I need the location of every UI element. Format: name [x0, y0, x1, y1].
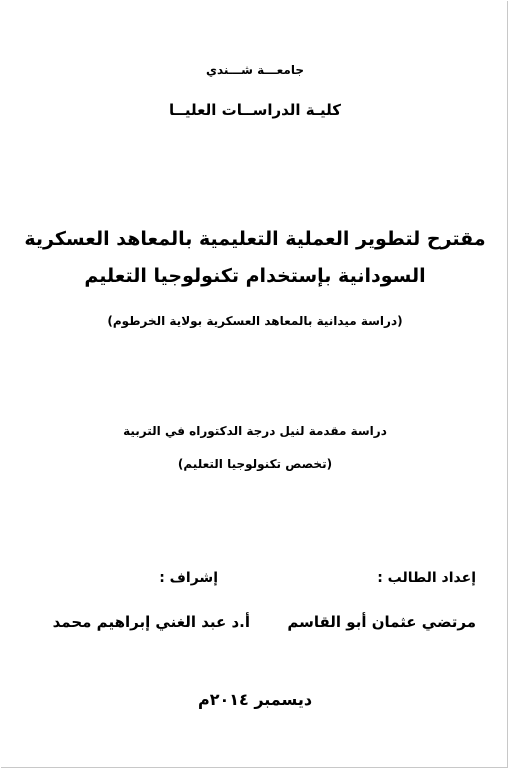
thesis-title-line-2: السودانية بإستخدام تكنولوجيا التعليم [84, 265, 426, 287]
university-name: جامعـــة شـــندي [205, 63, 305, 77]
degree-statement: دراسة مقدمة لنيل درجة الدكتوراه في التربية [123, 424, 387, 438]
thesis-subtitle: (دراسة ميدانية بالمعاهد العسكرية بولاية الخرطوم) [107, 314, 403, 328]
faculty-name: كليـة الدراســات العليــا [169, 101, 341, 119]
supervisor-label: إشراف : [159, 570, 218, 586]
student-name: مرتضي عثمان أبو القاسم [287, 613, 476, 631]
submission-date: ديسمبر ٢٠١٤م [197, 690, 313, 709]
specialization: (تخصص تكنولوجيا التعليم) [177, 457, 333, 471]
student-label: إعداد الطالب : [377, 570, 476, 586]
thesis-title-line-1: مقترح لتطوير العملية التعليمية بالمعاهد العسكرية [24, 228, 486, 250]
supervisor-name: أ.د عبد الغني إبراهيم محمد [52, 613, 250, 631]
